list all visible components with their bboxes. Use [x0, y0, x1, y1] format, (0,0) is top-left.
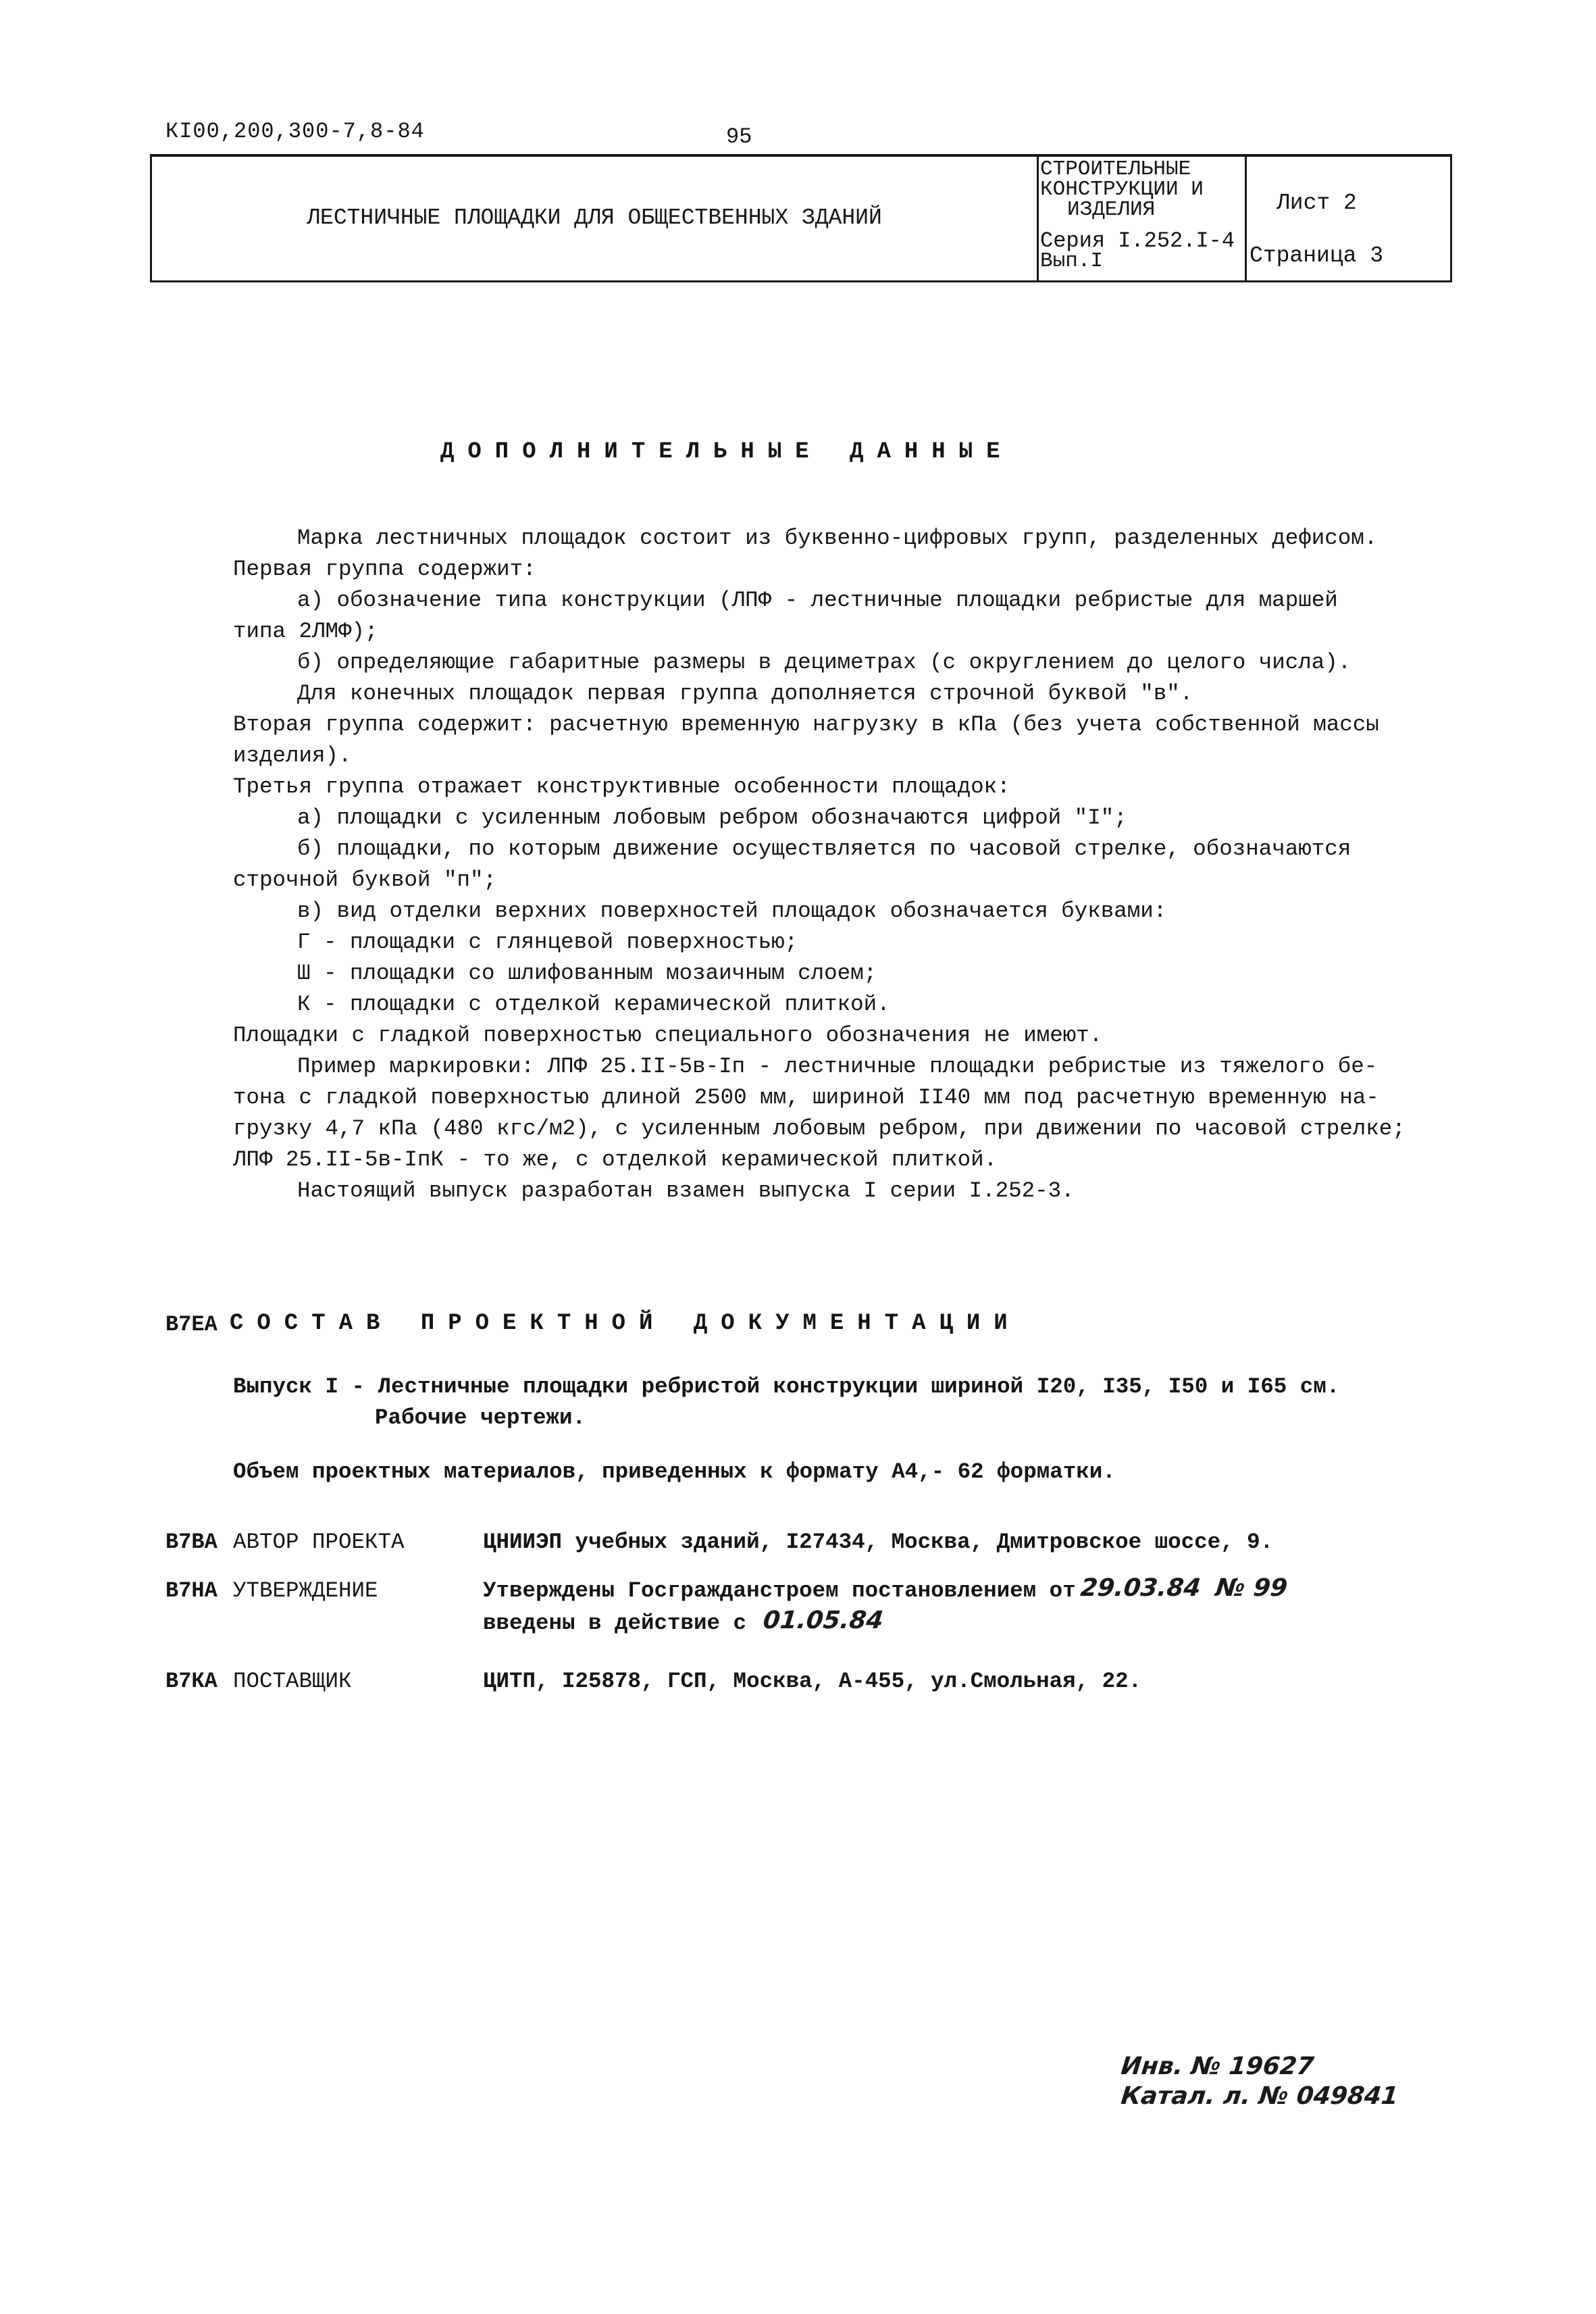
category-line: КОНСТРУКЦИИ И [1040, 178, 1204, 201]
text-line: Площадки с гладкой поверхностью специального обозначения не имеют. [233, 1023, 1103, 1048]
entry-code: В7НА [165, 1578, 217, 1603]
text-line: тона с гладкой поверхностью длиной 2500 мм, шириной II40 мм под расчетную временную на- [233, 1085, 1379, 1110]
entry-label: УТВЕРЖДЕНИЕ [233, 1578, 378, 1603]
entry-label: АВТОР ПРОЕКТА [233, 1530, 405, 1555]
text-line: грузку 4,7 кПа (480 кгс/м2), с усиленным лобовым ребром, при движении по часовой стрелке; [233, 1116, 1406, 1141]
text-line: Настоящий выпуск разработан взамен выпуска I серии I.252-3. [297, 1178, 1075, 1203]
handwritten-approval-number: № 99 [1214, 1574, 1289, 1602]
text-line: ЛПФ 25.II-5в-IпК - то же, с отделкой керамической плиткой. [233, 1147, 998, 1172]
text-line: Г - площадки с глянцевой поверхностью; [297, 930, 798, 955]
text-line: б) площадки, по которым движение осуществляется по часовой стрелке, обозначаются [297, 836, 1352, 861]
entry-code: В7ВА [165, 1530, 217, 1555]
document-title: ЛЕСТНИЧНЫЕ ПЛОЩАДКИ ДЛЯ ОБЩЕСТВЕННЫХ ЗДАНИЙ [307, 205, 882, 230]
issue-line: Рабочие чертежи. [375, 1405, 586, 1430]
text-line: в) вид отделки верхних поверхностей площадок обозначается буквами: [297, 899, 1167, 924]
series-label: Серия I.252.I-4 [1040, 228, 1235, 253]
page-label: Страница 3 [1250, 243, 1384, 268]
text-line: а) площадки с усиленным лобовым ребром обозначаются цифрой "I"; [297, 805, 1127, 830]
text-line: Вторая группа содержит: расчетную временную нагрузку в кПа (без учета собственной массы [233, 712, 1379, 737]
text-line: Марка лестничных площадок состоит из буквенно-цифровых групп, разделенных дефисом. [297, 526, 1378, 551]
entry-text: ЦИТП, I25878, ГСП, Москва, А-455, ул.Смольная, 22. [483, 1669, 1142, 1694]
handwritten-effective-date: 01.05.84 [761, 1607, 885, 1634]
title-block-divider [1245, 157, 1247, 280]
category-cell [1040, 159, 1243, 272]
entry-text: ЦНИИЭП учебных зданий, I27434, Москва, Дмитровское шоссе, 9. [483, 1530, 1274, 1555]
text-line: типа 2ЛМФ); [233, 619, 378, 644]
handwritten-inventory: Инв. № 19627 [1119, 2053, 1316, 2080]
category-line: ИЗДЕЛИЯ [1067, 198, 1156, 222]
title-block [150, 154, 1452, 282]
section-code: В7ЕА [165, 1312, 217, 1337]
text-line: Для конечных площадок первая группа дополняется строчной буквой "в". [297, 681, 1193, 706]
additional-heading: ДОПОЛНИТЕЛЬНЫЕ ДАННЫЕ [440, 439, 1014, 465]
text-line: Пример маркировки: ЛПФ 25.II-5в-Iп - лестничные площадки ребристые из тяжелого бе- [297, 1054, 1378, 1079]
entry-code: В7КА [165, 1669, 217, 1694]
document-code: КI00,200,300-7,8-84 [165, 119, 425, 144]
text-line: Ш - площадки со шлифованным мозаичным слоем; [297, 961, 877, 986]
text-line: б) определяющие габаритные размеры в дециметрах (с округлением до целого числа). [297, 650, 1352, 675]
entry-text: Утверждены Госгражданстроем постановлением от [483, 1578, 1076, 1603]
text-line: К - площадки с отделкой керамической плиткой. [297, 992, 890, 1017]
handwritten-approval-date: 29.03.84 [1079, 1574, 1202, 1602]
page-number: 95 [726, 124, 752, 149]
title-block-divider [1037, 157, 1039, 280]
category-line: СТРОИТЕЛЬНЫЕ [1040, 157, 1191, 181]
text-line: Первая группа содержит: [233, 557, 536, 582]
text-line: изделия). [233, 743, 352, 768]
handwritten-catalog: Катал. л. № 049841 [1119, 2082, 1400, 2110]
text-line: а) обозначение типа конструкции (ЛПФ - лестничные площадки ребристые для маршей [297, 588, 1338, 613]
composition-heading: СОСТАВ ПРОЕКТНОЙ ДОКУМЕНТАЦИИ [230, 1311, 1021, 1336]
sheet-label: Лист 2 [1277, 191, 1357, 216]
issue-label: Вып.I [1040, 249, 1104, 273]
sheet-cell [1250, 177, 1383, 282]
issue-line: Выпуск I - Лестничные площадки ребристой конструкции шириной I20, I35, I50 и I65 см. [233, 1374, 1340, 1399]
text-line: строчной буквой "п"; [233, 867, 497, 892]
entry-label: ПОСТАВЩИК [233, 1669, 352, 1694]
volume-line: Объем проектных материалов, приведенных к формату А4,- 62 форматки. [233, 1459, 1116, 1484]
entry-text: введены в действие с [483, 1611, 747, 1636]
text-line: Третья группа отражает конструктивные особенности площадок: [233, 774, 1010, 799]
